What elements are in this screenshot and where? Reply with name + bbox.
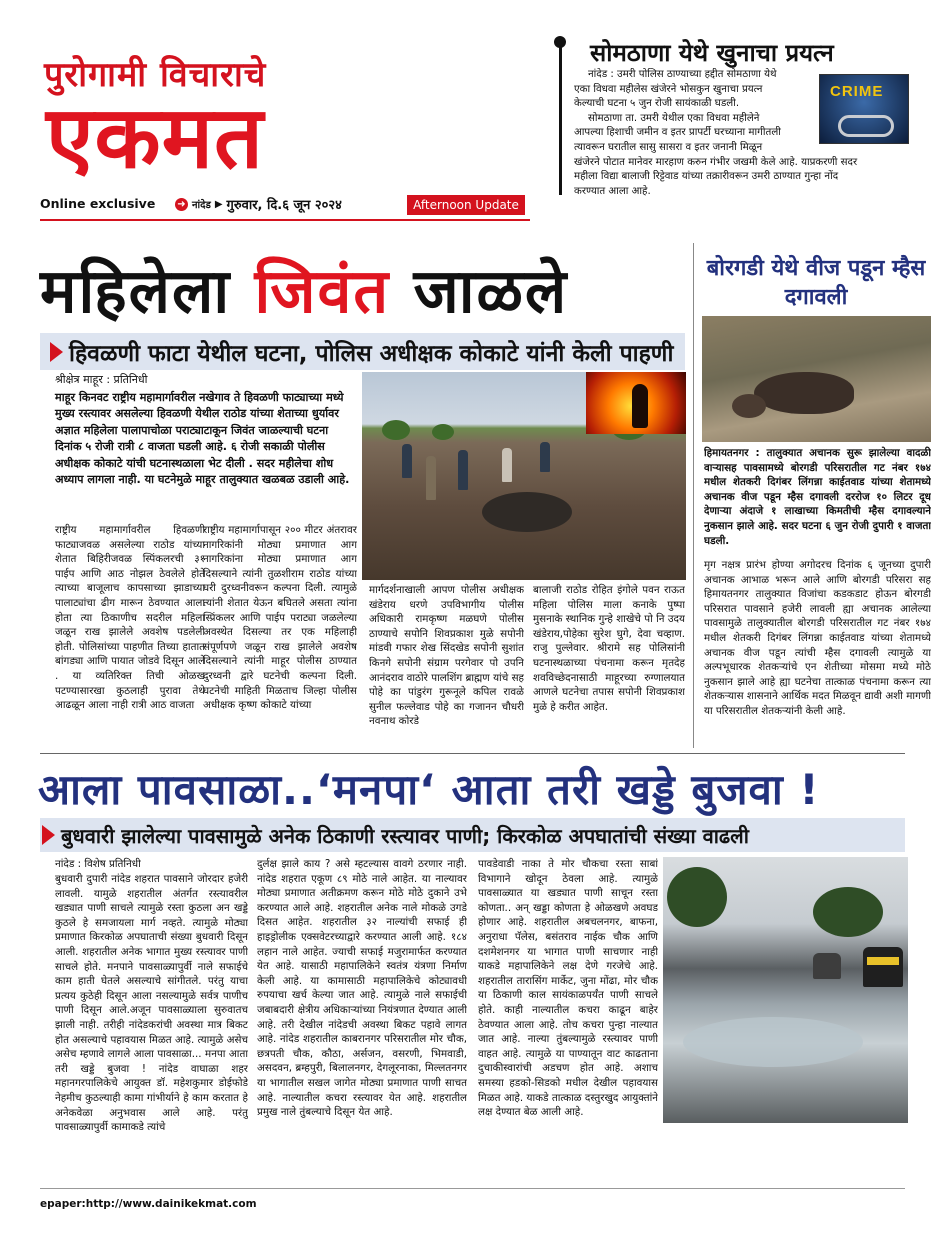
triangle-bullet-icon <box>42 825 55 845</box>
edition-badge: Afternoon Update <box>407 195 525 215</box>
main-story-col4: बालाजी राठोड रोहित इंगोले पवन राऊत महिला पोलिस माला कनाके पुष्पा मुसनाके स्थानिक गुन्हे शाखेचे पो नि उदय खंडेराय,पोहेका सुरेश घुगे, देवा चव्हाण. राजु पुल्लेवार. श्रीरामे सह पोलिसांनी घटनास्थळाच्या पंचनामा करून मृतदेह शवविच्छेदनासाठी माहूरच्या रुग्णालयात आणले घटनेचा तपास सपोनी शिवप्रकाश मुळे हे करीत आहेत. <box>533 584 685 713</box>
handcuffs-icon <box>838 115 894 137</box>
main-story-lead-text: माहूर किनवट राष्ट्रीय महामार्गावरील नखेगाव ते हिवळणी फाट्याच्या मध्ये मुख्य रस्त्यावर असलेल्या हिवळणी येथील राठोड यांच्या शेताच्या धुर्यावर अज्ञात महिलेला पालापाचोळा पराट्याटाकून जिवंत जाळल्याची घटना दिनांक ५ रोजी रात्री ८ वाजता घडली आहे. ६ रोजी सकाळी पोलीस अधीक्षक कोकाटे यांची घटनास्थळाला भेट दीली . सदर महीलेचा शोध अध्याप लागला नाही. या घटनेमुळे माहूर तालुक्यात खळबळ उडाली आहे. <box>55 390 350 486</box>
side-story-lead: हिमायतनगर : तालुक्यात अचानक सुरू झालेल्या वादळी वाऱ्यासह पावसामध्ये बोरगडी परिसरातील गट नंबर १७४ मधील शेतकरी दिगंबर लिंगन्ना काईतवाड यांच्या शेतामध्ये अचानक वीज पडून म्हैस दगावली दररोज १० लिटर दूध देणाऱ्या अंदाजे १ लाखाच्या किमतीची म्हैस दगावल्याने नुकसान झाले आहे. सदर घटना ६ जुन रोजी दुपारी १ वाजता घडली. <box>704 447 931 547</box>
play-triangle-icon: ▶ <box>214 198 223 210</box>
second-story-col3: पावडेवाडी नाका ते मोर चौकचा रस्ता साबां विभागाने खोदून ठेवला आहे. त्यामुळे पावसाळ्यात या खड्यात पाणी साचून रस्ता कोणता.. अन् खड्डा कोणता हे ओळखणे अवघड होणार आहे. शहरातील अबचलनगर, बाफना, अनुराधा पॅलेस, बसंतराव नाईक चौक आणि दशमेशनगर या भागात पाणी साचणार नाही याकडे महापालिकेने लक्ष देणे गरजेचे आहे. शहरातील तारासिंग मार्केट, जुना मोंढा, मोर चौक या ठिकाणी काल सायंकाळपर्यंत पाणी साचले होते. काही नाल्यातील कचरा काढून बाहेर ठेवण्यात आला आहे. तोच कचरा पुन्हा नाल्यात जात आहे. नाल्या तुंबल्यामुळे रस्त्यावर पाणी वाहत आहे. त्यामुळे या पाण्यातून वाट काढताना दुचाकीस्वारांची अडचण होत आहे. अशाच समस्या हडको-सिडको मधील देखील पहावयास मिळत आहे. याकडे तात्काळ दस्तुरखुद आयुक्तांने लक्ष देण्यात बेळ आली आहे. <box>478 858 658 1119</box>
triangle-bullet-icon <box>50 342 63 362</box>
dateline-city: नांदेड <box>192 200 211 211</box>
crime-line: नांदेड : उमरी पोलिस ठाण्याच्या हद्दीत सोमठाणा येथे <box>588 69 777 80</box>
online-exclusive-label: Online exclusive <box>40 196 156 211</box>
column-divider <box>693 243 694 748</box>
side-story-headline: बोरगडी येथे वीज पडून म्हैस दगावली <box>706 256 926 310</box>
footer-divider <box>40 1188 905 1189</box>
crime-line: एका विधवा महीलेस खंजेरने भोसकुन खुनाचा प्रयत्न <box>574 83 763 95</box>
fire-illustration <box>586 372 686 434</box>
crime-image <box>819 74 909 144</box>
second-subheadline-bar <box>40 818 905 852</box>
newspaper-tagline: पुरोगामी विचाराचे <box>44 55 267 95</box>
newspaper-logo: एकमत <box>46 88 265 188</box>
side-story-body: मृग नक्षत्र प्रारंभ होण्या अगोदरच दिनांक ६ जूनच्या दुपारी अचानक आभाळ भरून आले आणि बोरगडी परिसरा सह हिमायतनगर तालुक्यात विजांचा कडकडाट होऊन बोरगडी परिसरात पावसाने हजेरी लावली ह्या अचानक आलेल्या पावसामुळे तालुक्यातील बोरगडी परिसरातील गट नंबर १७४ मधील शेतकरी दिगंबर लिंगन्ना काईतवाड यांच्या शेतामध्ये अचानक वीज पडून त्यांची म्हैस दगावली त्यामुळे या अल्पभूधारक शेतकऱ्यांचे एन शेतीच्या मोसमा मध्ये मोठे नुकसान झाले आहे ह्या घटनेचा तात्काळ पंचनामा करून त्या शेतकऱ्यास शासनाने आर्थिक मदत मिळवून द्यावी अशी मागणी या परिसरातील शेतकऱ्यांनी केली आहे. <box>704 559 931 717</box>
crime-image-label: CRIME <box>830 83 884 100</box>
second-story-byline: नांदेड : विशेष प्रतिनिधी <box>55 858 141 870</box>
arrow-right-icon: ➜ <box>175 198 188 211</box>
main-story-byline: श्रीक्षेत्र माहूर : प्रतिनिधी <box>55 373 148 386</box>
main-subheadline: हिवळणी फाटा येथील घटना, पोलिस अधीक्षक कोकाटे यांनी केली पाहणी <box>69 340 674 367</box>
epaper-link[interactable]: epaper:http://www.dainikekmat.com <box>40 1198 257 1210</box>
main-story-lead <box>55 372 355 489</box>
dead-buffalo-photo <box>702 316 931 442</box>
crime-story-headline: सोमठाणा येथे खुनाचा प्रयत्न <box>590 39 834 67</box>
second-story-col1: बुधवारी दुपारी नांदेड शहरात पावसाने जोरदार हजेरी लावली. यामुळे शहरातील अंतर्गत रस्त्यावरील खड्यात पाणी साचले त्यामुळे रस्ता कुठला अन खड्डे कुठले हे समजायला मार्ग नव्हते. त्यामुळे मोठ्या प्रमाणात किरकोळ अपघाताची संख्या बुधवारी दिसून आली. शहरातील अनेक भागात मुख्य रस्त्यावर पाणी साचले होते. मनपाने पावसाळ्यापुर्वी नाले सफाईचे काम हाती घेतले असल्याचे सांगीतले. परंतु याचा प्रत्यय कुठेही दिसून आला नसल्यामुळे सर्वत्र पाणीच पाणी दिसून आले.अजून पावसाळ्याला सुरुवातच झाली नाही. तरीही नांदेडकरांची अवस्था मात्र बिकट होत असल्याचे पहावयास मिळत आहे. त्यामुळे असेच असेच म्हणावे लागले आला पावसाळा... मनपा आता तरी खड्डे बुजवा ! नांदेड वाघाळा शहर महानगरपालिकेचे आयुक्त डॉ. महेशकुमार डोईफोडे नेहमीच कुठल्याही कामा गांभीर्याने हे काम करतात हे अनेकवेळा अनुभवास आले आहे. परंतु पावसाळ्यापुर्वी कामाकडे त्यांचे <box>55 873 248 1134</box>
main-headline-part2: जिवंत <box>254 256 391 327</box>
masthead-divider <box>40 219 530 221</box>
crime-line: खंजेरने पोटात मानेवर मारहाण करुन गंभीर जखमी केले आहे. याप्रकरणी सदर <box>574 156 858 168</box>
main-headline <box>40 247 568 330</box>
dateline-date: गुरुवार, दि.६ जून २०२४ <box>226 198 342 213</box>
main-story-col1: राष्ट्रीय महामार्गावरील हिवळणी फाट्याजवळ असलेल्या राठोड यांच्या शेतात बिहिरीजवळ स्पिंकलरची ३१ पाईप आणि आठ नोझल ठेवलेले होते त्याच्या बाजूलाच कापसाच्या झाडाच्या पालाट्यांचा ढीग मारून ठेवण्यात आला होता त्या ठिकाणीच सदरील महिला जळून राख झालेले अवशेष पडलेली होती. पोलिसांच्या पाहणीत तिच्या हातात बांगड्या आणि पायात जोडवे दिसून आले . या व्यतिरिक्त तिची ओळख पटण्यासारखा कुठलाही पुरावा तेथे आढळून आला नाही रात्री आठ वाजता <box>55 524 205 712</box>
crime-line: आपल्या हिशाची जमीन व इतर प्रापर्टी घरच्याना मागीतली <box>574 127 781 139</box>
section-divider <box>40 753 905 754</box>
crime-story-divider <box>559 45 562 195</box>
main-story-col3: मार्गदर्शनाखाली आपण पोलीस अधीक्षक खंडेराय धरणे उपविभागीय पोलीस अधिकारी रामकृष्ण मळघणे पोलीस ठाण्याचे सपोनि शिवप्रकाश मुळे सपोनी मांडवी गफार शेख सिंदखेड सपोनी सुशांत किनगे सपोनी संग्राम परगेवार पो उपनि आनंदराव वाठोरे पालशिंग ब्राह्मण यांचे सह पोहे का पांडुरंग गुरूनूले कपिल रावळे सुनील फल्लेवाड पोहे का गजानन चौधरी नवनाथ कोरडे <box>369 584 524 728</box>
crime-line: केल्याची घटना ५ जुन रोजी सायंकाळी घडली. <box>574 98 740 110</box>
main-headline-part1: महिलेला <box>40 256 232 327</box>
main-story-col2: राष्ट्रीय महामार्गापासून २०० मीटर अंतरावर नागरिकांनी मोठ्या प्रमाणात आग नागरिकांना मोठ्या प्रमाणात आग दिसल्याने त्यांनी तुळशीराम राठोड यांच्या घरी दुरध्वनीवरून कल्पना दिली. त्यामुळे त्यांनी शेतात येऊन बघितले असता त्यांना स्प्रिंकलर आणि पाईप पराट्या जळलेल्या अवस्थेत दिसल्या तर एक महिलाही संपूर्णपणे जळून राख झालेले अवशेष दिसल्याने त्यांनी माहूर पोलीस ठाण्यात दुरध्वनी द्वारे घटनेची कल्पना दिली. घटनेची माहिती मिळताच जिल्हा पोलीस अधीक्षक कृष्ण कोकाटे यांच्या <box>203 524 357 712</box>
crime-line: महीला विद्या बालाजी रिट्टेवाड यांच्या तक्रारीवरून उमरी ठाण्यात गुन्हा नोंद <box>574 171 839 183</box>
crime-line: त्यावरून घरातील सासु सासरा व इतर जनानी मिळून <box>574 141 763 153</box>
second-subheadline: बुधवारी झालेल्या पावसामुळे अनेक ठिकाणी रस्त्यावर पाणी; किरकोळ अपघातांची संख्या वाढली <box>61 823 749 848</box>
crime-line: सोमठाणा ता. उमरी येथील एका विधवा महीलेने <box>588 112 760 124</box>
main-subheadline-bar <box>40 333 685 370</box>
crime-line: करण्यात आला आहे. <box>574 185 651 197</box>
waterlogged-road-photo <box>663 857 908 1123</box>
main-headline-part3: जाळले <box>413 256 569 327</box>
second-story-col2: दुर्लक्ष झाले काय ? असे म्हटल्यास वावगे ठरणार नाही. नांदेड शहरात एकूण ८९ मोठे नाले आहेत. या नाल्यावर मोठ्या प्रमाणात अतीक्रमण करून मोठे मोठे दुकाने उभे करण्यात आले आहे. शहरातील अनेक नाले मोकळे उगडे दिसत आहेत. शहरातील ३२ नाल्यांची सफाई ही हाइड्रोलीक एक्सवेटरच्याद्वारे करण्यात आली आहे. १८४ लहान नाले आहेत. ज्याची सफाई मजुरामार्फत करण्यात येत आहे. यासाठी महापालिकेने स्वतंत्र यंत्रणा निर्माण केली आहे. या कामासाठी महापालिकेचे कोट्यावधी रुपयाचा खर्च केल्या जात आहे. त्यामुळे नाले सफाईची जबाबदारी क्षेत्रीय अधिकाऱ्यांच्या नियंत्रणात देण्यात आली आहे. तरी देखील नांदेडची अवस्था बिकट पहावे लागत आहे. नांदेड शहरातील काबरानगर परिसरातील मोर चौक, छत्रपती चौक, कौठा, अर्सजन, वसरणी, भिमवाडी, असदवन, ब्रम्हपुरी, बिलालनगर, देगलूरनाका, मिल्लतनगर या भागातील सखल जागेत मोठ्या प्रमाणात पाणी साचत आहे. नाल्यातील कचरा रस्त्यावर येत आहे. शहरातील प्रमुख नाले तुंबल्याचे दिसून येत आहे. <box>257 858 467 1119</box>
dateline <box>175 195 342 213</box>
second-headline: आला पावसाळा..‘मनपा‘ आता तरी खड्डे बुजवा ! <box>38 765 820 814</box>
